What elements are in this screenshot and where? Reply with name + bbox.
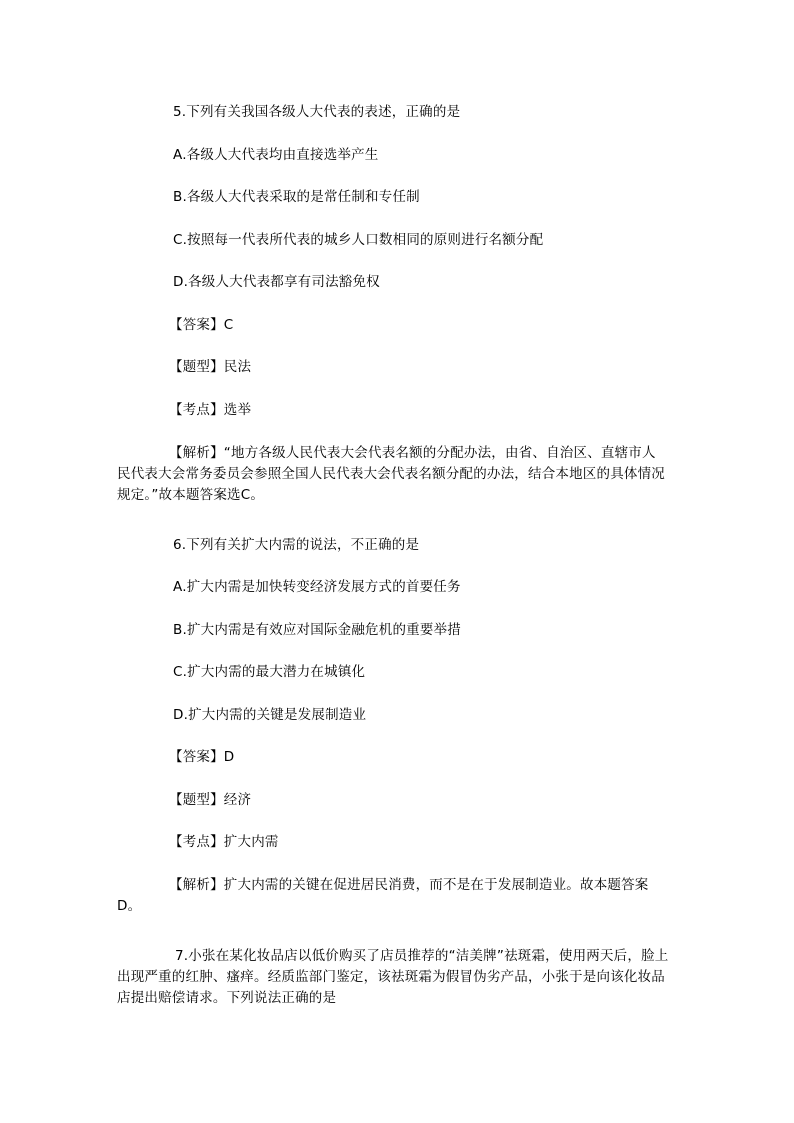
question-6-analysis: 【解析】扩大内需的关键在促进居民消费，而不是在于发展制造业。故本题答案D。	[117, 877, 649, 914]
question-5-option-c: C.按照每一代表所代表的城乡人口数相同的原则进行名额分配	[173, 232, 544, 248]
question-5-option-b: B.各级人大代表采取的是常任制和专任制	[173, 189, 420, 205]
question-5-point: 【考点】选举	[169, 402, 252, 418]
question-5-option-a: A.各级人大代表均由直接选举产生	[173, 147, 379, 163]
question-5-analysis: 【解析】“地方各级人民代表大会代表名额的分配办法，由省、自治区、直辖市人民代表大会常务委员会参照全国人民代表大会代表名额分配的办法，结合本地区的具体情况规定。”故本题答案选C。	[117, 445, 665, 503]
question-6-option-b: B.扩大内需是有效应对国际金融危机的重要举措	[173, 622, 461, 638]
question-7-stem: 7.小张在某化妆品店以低价购买了店员推荐的“洁美牌”祛斑霜，使用两天后，脸上出现严重的红肿、瘙痒。经质监部门鉴定，该祛斑霜为假冒伪劣产品，小张于是向该化妆品店提出赔偿请求。下列说法正确的是	[117, 948, 669, 1006]
question-6-option-c: C.扩大内需的最大潜力在城镇化	[173, 664, 366, 680]
question-6-option-d: D.扩大内需的关键是发展制造业	[173, 707, 367, 723]
question-6-point: 【考点】扩大内需	[169, 834, 279, 850]
question-5-answer: 【答案】C	[169, 317, 234, 333]
question-5-option-d: D.各级人大代表都享有司法豁免权	[173, 274, 380, 290]
question-6-option-a: A.扩大内需是加快转变经济发展方式的首要任务	[173, 579, 461, 595]
question-6-answer: 【答案】D	[169, 749, 235, 765]
question-5-type: 【题型】民法	[169, 359, 252, 375]
question-6-stem: 6.下列有关扩大内需的说法，不正确的是	[173, 537, 420, 553]
question-5-stem: 5.下列有关我国各级人大代表的表述，正确的是	[173, 104, 461, 120]
question-6-type: 【题型】经济	[169, 792, 252, 808]
